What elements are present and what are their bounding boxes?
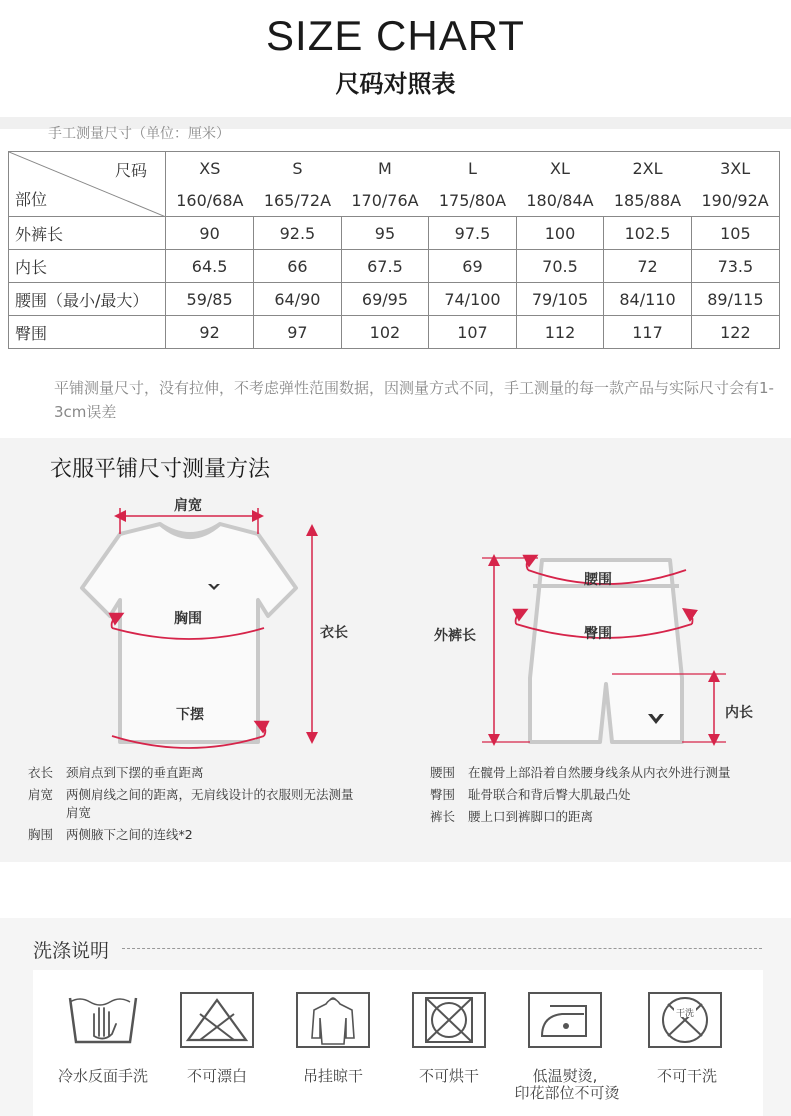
desc-item bbox=[28, 764, 368, 782]
desc-item bbox=[430, 764, 780, 782]
table-cell: 59/85 bbox=[166, 283, 254, 316]
hem-label: 下摆 bbox=[176, 707, 204, 723]
unit-note: 手工测量尺寸（单位：厘米） bbox=[48, 126, 230, 142]
row-label: 内长 bbox=[9, 250, 166, 283]
size-header: M bbox=[341, 152, 429, 185]
table-corner-cell bbox=[9, 152, 166, 217]
desc-key: 臀围 bbox=[430, 787, 456, 802]
wash-label: 冷水反面手洗 bbox=[57, 1067, 148, 1085]
size-header: XL bbox=[516, 152, 604, 185]
spec-header: 185/88A bbox=[604, 184, 692, 217]
size-header: 3XL bbox=[691, 152, 779, 185]
method-title: 衣服平铺尺寸测量方法 bbox=[50, 457, 271, 482]
table-cell: 97.5 bbox=[429, 217, 517, 250]
title-en: SIZE CHART bbox=[266, 12, 525, 59]
row-label: 腰围（最小/最大） bbox=[9, 283, 166, 316]
size-header: XS bbox=[166, 152, 254, 185]
title-cn: 尺码对照表 bbox=[335, 70, 456, 98]
waist-label: 腰围 bbox=[584, 572, 612, 588]
table-cell: 92.5 bbox=[254, 217, 342, 250]
row-label: 外裤长 bbox=[9, 217, 166, 250]
corner-size-label: 尺码 bbox=[114, 161, 147, 180]
spec-header: 160/68A bbox=[166, 184, 254, 217]
table-cell: 67.5 bbox=[341, 250, 429, 283]
table-cell: 79/105 bbox=[516, 283, 604, 316]
table-row bbox=[9, 217, 780, 250]
desc-key: 裤长 bbox=[430, 809, 456, 824]
spec-header: 175/80A bbox=[429, 184, 517, 217]
size-header: L bbox=[429, 152, 517, 185]
spec-header: 170/76A bbox=[341, 184, 429, 217]
length-label: 衣长 bbox=[320, 625, 348, 641]
table-cell: 69 bbox=[429, 250, 517, 283]
table-cell: 112 bbox=[516, 316, 604, 349]
table-cell: 97 bbox=[254, 316, 342, 349]
table-cell: 64.5 bbox=[166, 250, 254, 283]
table-cell: 84/110 bbox=[604, 283, 692, 316]
table-row bbox=[9, 316, 780, 349]
wash-divider bbox=[122, 948, 762, 949]
table-cell: 69/95 bbox=[341, 283, 429, 316]
desc-text: 耻骨联合和背后臀大肌最凸处 bbox=[468, 787, 631, 802]
table-cell: 64/90 bbox=[254, 283, 342, 316]
table-cell: 74/100 bbox=[429, 283, 517, 316]
hip-label: 臀围 bbox=[584, 626, 612, 642]
no-bleach-icon bbox=[180, 992, 254, 1048]
desc-text: 两侧肩线之间的距离，无肩线设计的衣服则无法测量肩宽 bbox=[66, 787, 354, 820]
wash-label: 不可干洗 bbox=[656, 1067, 717, 1085]
hang-dry-icon bbox=[296, 992, 370, 1048]
size-table bbox=[8, 151, 780, 349]
table-cell: 72 bbox=[604, 250, 692, 283]
wash-label: 不可漂白 bbox=[186, 1067, 247, 1085]
table-cell: 117 bbox=[604, 316, 692, 349]
table-row bbox=[9, 250, 780, 283]
table-cell: 102.5 bbox=[604, 217, 692, 250]
desc-item bbox=[28, 786, 368, 822]
pants-descriptions bbox=[430, 764, 780, 826]
hand-wash-icon bbox=[66, 992, 140, 1048]
wash-label: 吊挂晾干 bbox=[302, 1067, 363, 1085]
row-label: 臀围 bbox=[9, 316, 166, 349]
wash-label-line2: 印花部位不可烫 bbox=[514, 1084, 620, 1102]
table-cell: 92 bbox=[166, 316, 254, 349]
wash-title: 洗涤说明 bbox=[33, 940, 110, 962]
table-cell: 100 bbox=[516, 217, 604, 250]
no-tumble-dry-icon bbox=[412, 992, 486, 1048]
table-cell: 105 bbox=[691, 217, 779, 250]
wash-label: 不可烘干 bbox=[418, 1067, 479, 1085]
wash-label: 低温熨烫, bbox=[532, 1067, 598, 1085]
desc-item bbox=[28, 826, 368, 844]
desc-item bbox=[430, 808, 780, 826]
shoulder-label: 肩宽 bbox=[174, 498, 202, 514]
desc-item bbox=[430, 786, 780, 804]
measurement-diagram bbox=[0, 438, 791, 768]
desc-key: 肩宽 bbox=[28, 787, 54, 802]
inseam-label: 内长 bbox=[725, 705, 753, 721]
corner-part-label: 部位 bbox=[15, 190, 48, 209]
desc-text: 在髋骨上部沿着自然腰身线条从内衣外进行测量 bbox=[468, 765, 731, 780]
size-header: 2XL bbox=[604, 152, 692, 185]
table-cell: 102 bbox=[341, 316, 429, 349]
table-cell: 95 bbox=[341, 217, 429, 250]
desc-text: 两侧腋下之间的连线*2 bbox=[66, 827, 193, 842]
desc-key: 胸围 bbox=[28, 827, 54, 842]
chest-label: 胸围 bbox=[174, 611, 202, 627]
dry-clean-badge: 干洗 bbox=[675, 1009, 694, 1019]
spec-header: 180/84A bbox=[516, 184, 604, 217]
table-cell: 70.5 bbox=[516, 250, 604, 283]
table-cell: 73.5 bbox=[691, 250, 779, 283]
desc-text: 腰上口到裤脚口的距离 bbox=[468, 809, 594, 824]
desc-key: 衣长 bbox=[28, 765, 54, 780]
table-row bbox=[9, 283, 780, 316]
low-iron-icon bbox=[528, 992, 602, 1048]
shirt-descriptions bbox=[28, 764, 368, 844]
no-dry-clean-icon bbox=[648, 992, 722, 1048]
table-cell: 107 bbox=[429, 316, 517, 349]
spec-header: 190/92A bbox=[691, 184, 779, 217]
measurement-note: 平铺测量尺寸，没有拉伸，不考虑弹性范围数据，因测量方式不同，手工测量的每一款产品与实际尺寸会有1-3cm误差 bbox=[54, 379, 774, 421]
spec-header: 165/72A bbox=[254, 184, 342, 217]
table-cell: 89/115 bbox=[691, 283, 779, 316]
table-header-sizes bbox=[9, 152, 780, 185]
table-cell: 122 bbox=[691, 316, 779, 349]
outseam-label: 外裤长 bbox=[434, 628, 476, 644]
desc-text: 颈肩点到下摆的垂直距离 bbox=[66, 765, 204, 780]
desc-key: 腰围 bbox=[430, 765, 456, 780]
table-cell: 66 bbox=[254, 250, 342, 283]
size-header: S bbox=[254, 152, 342, 185]
table-cell: 90 bbox=[166, 217, 254, 250]
